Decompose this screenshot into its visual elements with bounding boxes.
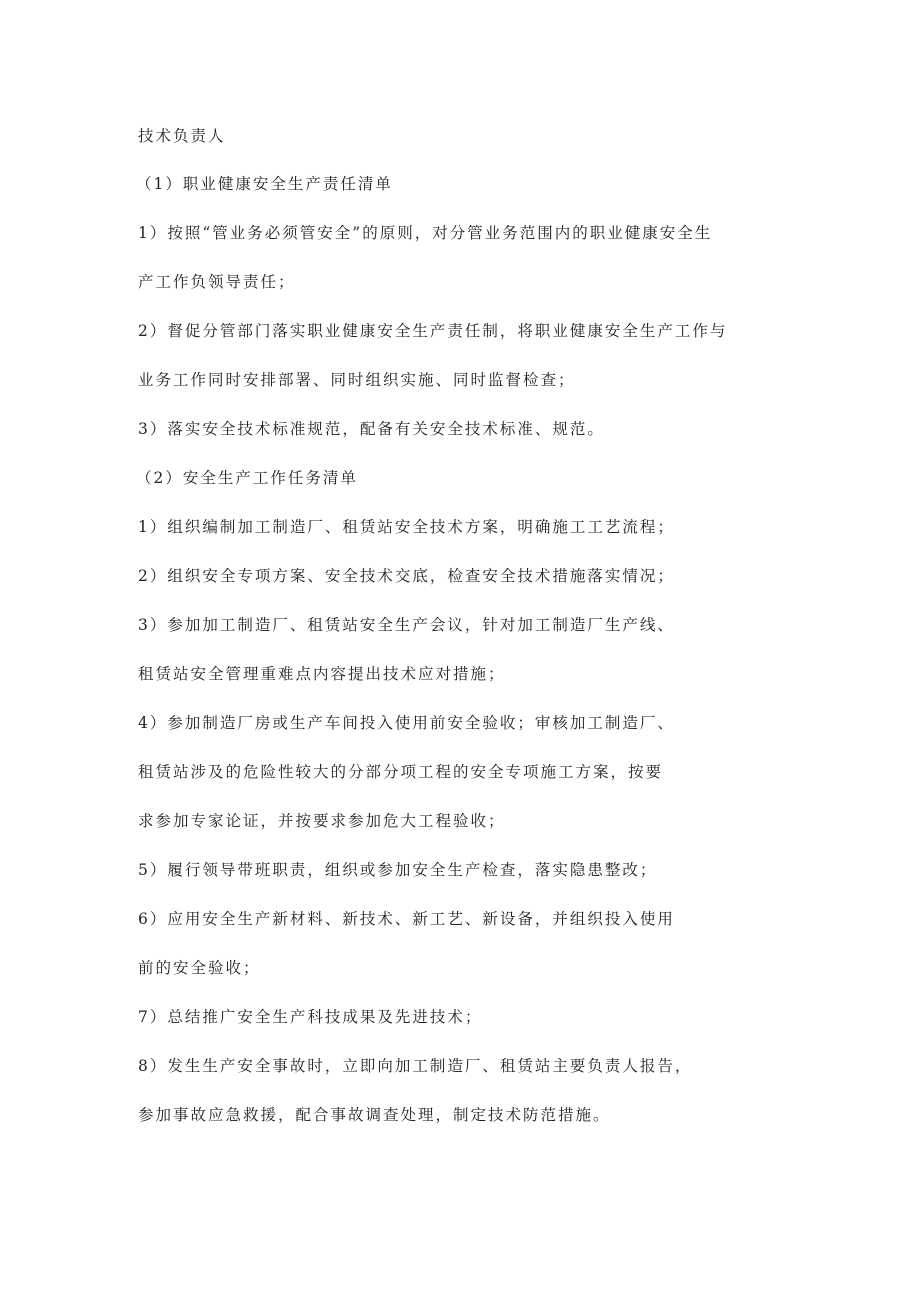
section-2-line-4: 租赁站安全管理重难点内容提出技术应对措施；: [138, 665, 506, 683]
section-2-line-9: 6）应用安全生产新材料、新技术、新工艺、新设备，并组织投入使用: [138, 910, 675, 928]
section-1-line-1: 1）按照“管业务必须管安全”的原则，对分管业务范围内的职业健康安全生: [138, 224, 713, 242]
section-2-line-8: 5）履行领导带班职责，组织或参加安全生产检查，落实隐患整改；: [138, 861, 658, 879]
section-2-line-6: 租赁站涉及的危险性较大的分部分项工程的安全专项施工方案，按要: [138, 763, 664, 781]
section-2-line-10: 前的安全验收；: [138, 959, 261, 977]
section-2-line-5: 4）参加制造厂房或生产车间投入使用前安全验收；审核加工制造厂、: [138, 714, 675, 732]
section-2-line-3: 3）参加加工制造厂、租赁站安全生产会议，针对加工制造厂生产线、: [138, 616, 675, 634]
section-2-line-7: 求参加专家论证，并按要求参加危大工程验收；: [138, 812, 506, 830]
section-1-line-5: 3）落实安全技术标准规范，配备有关安全技术标准、规范。: [138, 420, 605, 438]
section-1-line-3: 2）督促分管部门落实职业健康安全生产责任制，将职业健康安全生产工作与: [138, 322, 728, 340]
section-2-line-11: 7）总结推广安全生产科技成果及先进技术；: [138, 1008, 483, 1026]
section-1-line-2: 产工作负领导责任；: [138, 273, 296, 291]
section-2-line-12: 8）发生生产安全事故时，立即向加工制造厂、租赁站主要负责人报告，: [138, 1057, 693, 1075]
section-2-line-13: 参加事故应急救援，配合事故调查处理，制定技术防范措施。: [138, 1106, 611, 1124]
document-title: 技术负责人: [138, 127, 226, 145]
section-2-line-1: 1）组织编制加工制造厂、租赁站安全技术方案，明确施工工艺流程；: [138, 518, 675, 536]
section-1-line-4: 业务工作同时安排部署、同时组织实施、同时监督检查；: [138, 371, 576, 389]
section-1-heading: （1）职业健康安全生产责任清单: [136, 175, 393, 193]
section-2-line-2: 2）组织安全专项方案、安全技术交底，检查安全技术措施落实情况；: [138, 567, 675, 585]
section-2-heading: （2）安全生产工作任务清单: [136, 469, 358, 487]
